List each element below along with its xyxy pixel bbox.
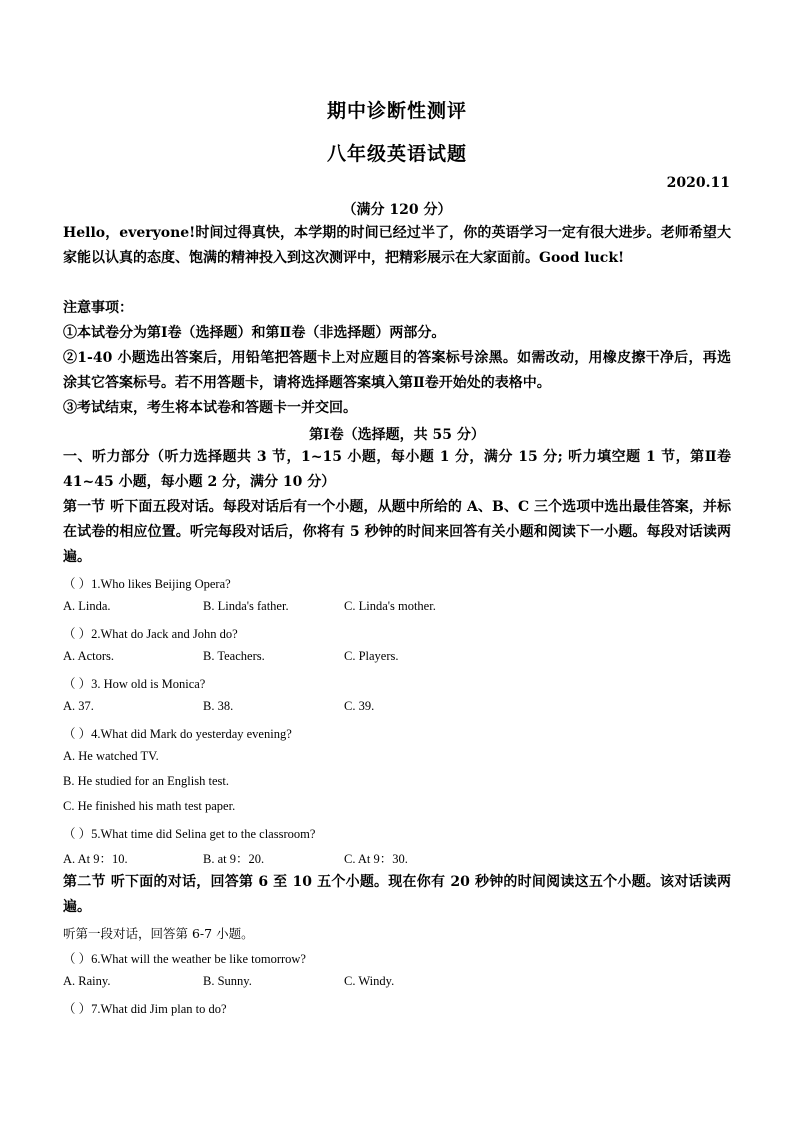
option-a: A. Rainy. bbox=[63, 974, 111, 988]
listening-section-heading: 一、听力部分（听力选择题共 3 节，1~15 小题，每小题 1 分，满分 15 分; 听力填空题 1 节，第Ⅱ卷 41~45 小题，每小题 2 分，满分 10 分） bbox=[63, 449, 731, 490]
option-b: B. 38. bbox=[203, 699, 234, 713]
section2-first-dialogue: 听第一段对话，回答第 6-7 小题。 bbox=[63, 926, 254, 941]
question-7: （ ）7.What did Jim plan to do? bbox=[63, 1002, 227, 1016]
option-a: A. Actors. bbox=[63, 649, 115, 663]
full-marks: （满分 120 分） bbox=[342, 202, 452, 218]
question-6: （ ）6.What will the weather be like tomorrow? bbox=[63, 952, 306, 966]
question-4: （ ）4.What did Mark do yesterday evening? bbox=[63, 727, 292, 741]
option-c: C. Windy. bbox=[344, 974, 395, 988]
intro-greeting: Hello，everyone!时间过得真快，本学期的时间已经过半了，你的英语学习一定有很大进步。老师希望大家能以认真的态度、饱满的精神投入到这次测评中，把精彩展示在大家面前。Good luck! bbox=[63, 225, 731, 266]
question-3: （ ）3. How old is Monica? bbox=[63, 677, 206, 691]
question-5: （ ）5.What time did Selina get to the classroom? bbox=[63, 827, 316, 841]
option-c: C. Players. bbox=[344, 649, 399, 663]
option-b: B. Sunny. bbox=[203, 974, 252, 988]
question-5-options bbox=[63, 849, 663, 867]
question-1: （ ）1.Who likes Beijing Opera? bbox=[63, 577, 231, 591]
section1-instructions: 第一节 听下面五段对话。每段对话后有一个小题，从题中所给的 A、B、C 三个选项中选出最佳答案，并标在试卷的相应位置。听完每段对话后，你将有 5 秒钟的时间来回答有关小题和阅读下一小题。每段对话读两遍。 bbox=[63, 499, 731, 565]
option-c: C. At 9：30. bbox=[344, 852, 408, 866]
question-1-options bbox=[63, 599, 663, 617]
exam-subtitle: 八年级英语试题 bbox=[326, 143, 467, 165]
note-item-2: ②1-40 小题选出答案后，用铅笔把答题卡上对应题目的答案标号涂黑。如需改动，用橡皮擦干净后，再选涂其它答案标号。若不用答题卡，请将选择题答案填入第Ⅱ卷开始处的表格中。 bbox=[63, 350, 731, 391]
option-b: B. at 9：20. bbox=[203, 852, 265, 866]
option-a: A. 37. bbox=[63, 699, 94, 713]
question-4-option-c: C. He finished his math test paper. bbox=[63, 799, 236, 813]
option-c: C. 39. bbox=[344, 699, 375, 713]
option-c: C. Linda's mother. bbox=[344, 599, 436, 613]
note-item-3: ③考试结束，考生将本试卷和答题卡一并交回。 bbox=[63, 400, 357, 416]
option-a: A. Linda. bbox=[63, 599, 111, 613]
option-b: B. Teachers. bbox=[203, 649, 265, 663]
question-4-option-b: B. He studied for an English test. bbox=[63, 774, 229, 788]
option-a: A. At 9：10. bbox=[63, 852, 128, 866]
exam-date: 2020.11 bbox=[666, 175, 730, 191]
question-3-options bbox=[63, 699, 663, 717]
question-2: （ ）2.What do Jack and John do? bbox=[63, 627, 238, 641]
section2-instructions: 第二节 听下面的对话，回答第 6 至 10 五个小题。现在你有 20 秒钟的时间阅读这五个小题。该对话读两遍。 bbox=[63, 874, 731, 915]
option-b: B. Linda's father. bbox=[203, 599, 289, 613]
question-4-option-a: A. He watched TV. bbox=[63, 749, 159, 763]
part1-heading: 第Ⅰ卷（选择题，共 55 分） bbox=[309, 427, 485, 443]
question-2-options bbox=[63, 649, 663, 667]
exam-title: 期中诊断性测评 bbox=[326, 100, 467, 122]
notes-heading: 注意事项： bbox=[63, 300, 133, 316]
question-6-options bbox=[63, 974, 663, 992]
note-item-1: ①本试卷分为第Ⅰ卷（选择题）和第Ⅱ卷（非选择题）两部分。 bbox=[63, 325, 446, 341]
